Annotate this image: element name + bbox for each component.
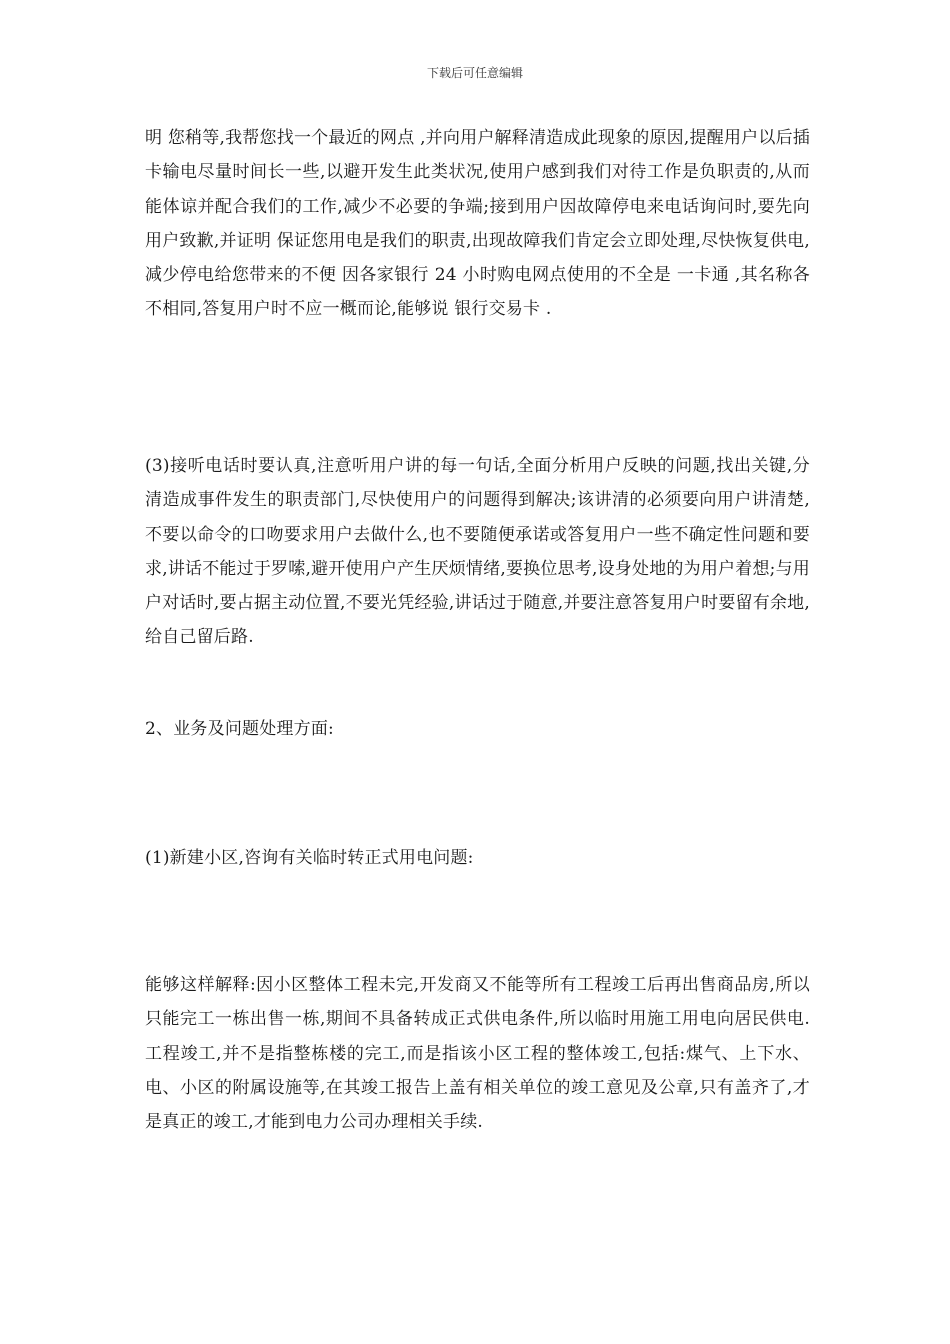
section-heading-business-handling: 2、业务及问题处理方面: xyxy=(145,719,334,739)
paragraph-phone-etiquette: (3)接听电话时要认真,注意听用户讲的每一句话,全面分析用户反映的问题,找出关键,分清造成事件发生的职责部门,尽快使用户的问题得到解决;该讲清的必须要向用户讲清楚,不要以命令的口吻要求用户去做什么,也不要随便承诺或答复用户一些不确定性问题和要求,讲话不能过于罗嗦,避开使用户产生厌烦情绪,要换位思考,设身处地的为用户着想;与用户对话时,要占据主动位置,不要光凭经验,讲话过于随意,并要注意答复用户时要留有余地,给自己留后路. xyxy=(145,456,810,648)
page-header: 下载后可任意编辑 xyxy=(426,66,523,80)
paragraph-new-community-explanation: 能够这样解释:因小区整体工程未完,开发商又不能等所有工程竣工后再出售商品房,所以只能完工一栋出售一栋,期间不具备转成正式供电条件,所以临时用施工用电向居民供电.工程竣工,并不是指整栋楼的完工,而是指该小区工程的整体竣工,包括:煤气、上下水、电、小区的附属设施等,在其竣工报告上盖有相关单位的竣工意见及公章,只有盖齐了,才是真正的竣工,才能到电力公司办理相关手续. xyxy=(145,975,810,1133)
paragraph-explanation-continued: 明 您稍等,我帮您找一个最近的网点 ,并向用户解释清造成此现象的原因,提醒用户以后插卡输电尽量时间长一些,以避开发生此类状况,使用户感到我们对待工作是负职责的,从而能体谅并配合我们的工作,减少不必要的争端;接到用户因故障停电来电话询问时,要先向用户致歉,并证明 保证您用电是我们的职责,出现故障我们肯定会立即处理,尽快恢复供电,减少停电给您带来的不便 因各家银行 24 小时购电网点使用的不全是 一卡通 ,其名称各不相同,答复用户时不应一概而论,能够说 银行交易卡 . xyxy=(145,128,810,320)
subheading-new-community: (1)新建小区,咨询有关临时转正式用电问题: xyxy=(145,848,474,868)
